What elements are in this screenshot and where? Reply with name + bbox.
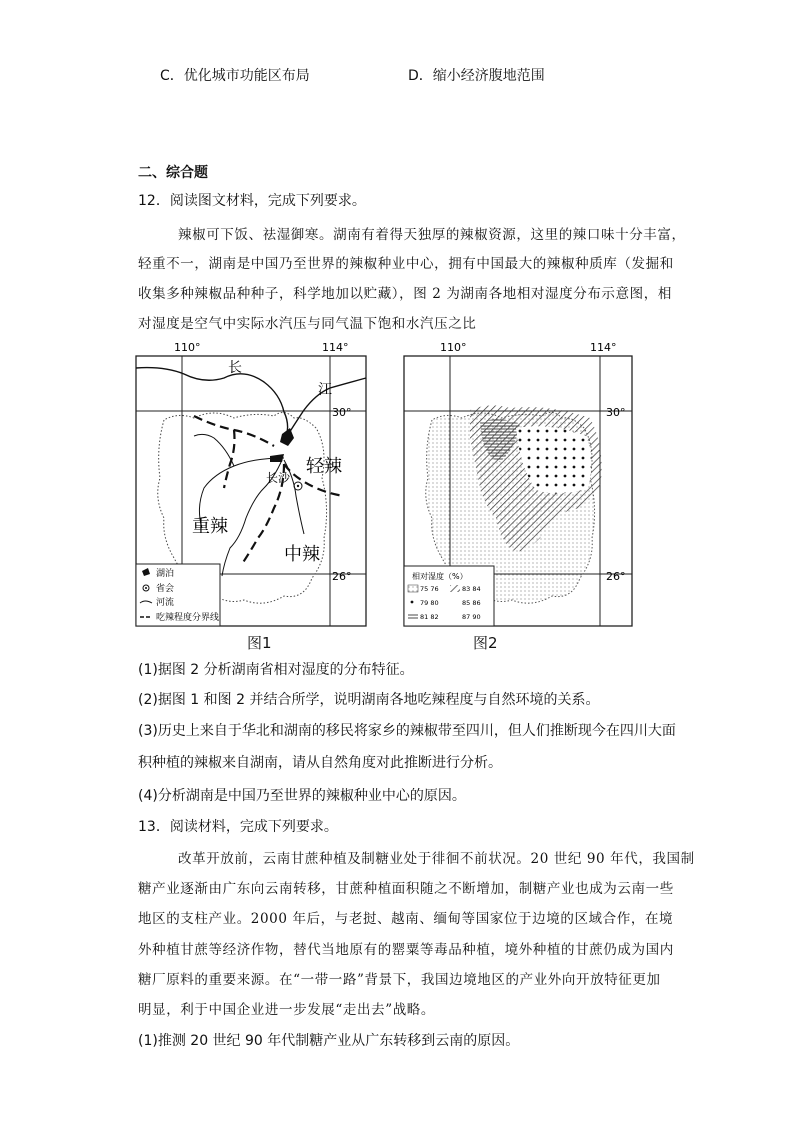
fig2-lat-bottom: 26° [606, 570, 626, 583]
fig1-legend-item: 河流 [156, 598, 175, 608]
fig1-legend-item: 吃辣程度分界线 [156, 613, 220, 623]
fig2-lat-top: 30° [606, 406, 626, 419]
q12-material-line: 辣椒可下饭、祛湿御寒。湖南有着得天独厚的辣椒资源，这里的辣口味十分丰富， [178, 227, 686, 243]
legend-swatch [408, 599, 418, 606]
fig2-legend-item: 85 86 [462, 599, 481, 607]
fig2-legend-item: 83 84 [462, 585, 481, 593]
fig1-lon-left: 110° [174, 341, 201, 354]
fig2-legend-item: 75 76 [420, 585, 439, 593]
q12-question: (4)分析湖南是中国乃至世界的辣椒种业中心的原因。 [138, 788, 466, 804]
fig1-lon-right: 114° [322, 341, 349, 354]
fig2-legend-item: 81 82 [420, 613, 439, 621]
legend-swatch [408, 585, 418, 592]
fig2-legend-item: 79 80 [420, 599, 439, 607]
fig1-lat-bottom: 26° [332, 570, 352, 583]
fig1-legend-item: 省会 [156, 584, 175, 594]
fig1-legend-item: 湖泊 [156, 569, 175, 579]
q12-material-line: 轻重不一，湖南是中国乃至世界的辣椒种业中心，拥有中国最大的辣椒种质库（发掘和 [138, 256, 674, 272]
legend-swatch [450, 613, 460, 620]
q13-material-line: 改革开放前，云南甘蔗种植及制糖业处于徘徊不前状况。20 世纪 90 年代，我国制 [178, 851, 695, 867]
q13-material-line: 外种植甘蔗等经济作物，替代当地原有的罂粟等毒品种植，境外种植的甘蔗仍成为国内 [138, 942, 674, 958]
fig1-label-changsha: 长沙 [266, 471, 291, 485]
q12-title: 12．阅读图文材料，完成下列要求。 [138, 193, 366, 209]
fig1-label-light: 轻辣 [306, 456, 342, 477]
q13-question: (1)推测 20 世纪 90 年代制糖产业从广东转移到云南的原因。 [138, 1033, 520, 1049]
q12-material-line: 收集多种辣椒品种种子，科学地加以贮藏），图 2 为湖南各地相对湿度分布示意图，相 [138, 286, 672, 302]
legend-swatch [450, 585, 460, 592]
fig2-lon-right: 114° [590, 341, 617, 354]
q12-material-line: 对湿度是空气中实际水汽压与同气温下饱和水汽压之比 [138, 316, 477, 332]
fig2-legend-item: 87 90 [462, 613, 481, 621]
q13-material-line: 明显，利于中国企业进一步发展“走出去”战略。 [138, 1002, 436, 1018]
q13-material-line: 糖厂原料的重要来源。在“一带一路”背景下，我国边境地区的产业外向开放特征更加 [138, 972, 661, 988]
q13-material-line: 糖产业逐渐由广东向云南转移，甘蔗种植面积随之不断增加，制糖产业也成为云南一些 [138, 881, 674, 897]
section-heading: 二、综合题 [138, 165, 208, 181]
figure1-map [134, 338, 374, 628]
q13-material-line: 地区的支柱产业。2000 年后，与老挝、越南、缅甸等国家位于边境的区域合作，在境 [138, 911, 674, 927]
fig2-legend-title: 相对湿度（%） [412, 572, 468, 581]
q12-question: (3)历史上来自于华北和湖南的移民将家乡的辣椒带至四川，但人们推断现今在四川大面 [138, 723, 676, 739]
legend-swatch [408, 613, 418, 620]
figure2-caption: 图2 [473, 634, 498, 652]
fig1-label-heavy: 重辣 [192, 516, 228, 537]
fig1-label-jiang: 江 [318, 382, 332, 398]
figure2-map [400, 338, 662, 628]
fig2-lon-left: 110° [440, 341, 467, 354]
fig1-lat-top: 30° [332, 406, 352, 419]
q12-question: (2)据图 1 和图 2 并结合所学，说明湖南各地吃辣程度与自然环境的关系。 [138, 692, 600, 708]
fig1-label-chang: 长 [228, 360, 242, 376]
q13-title: 13．阅读材料，完成下列要求。 [138, 819, 338, 835]
q12-question: 积种植的辣椒来自湖南，请从自然角度对此推断进行分析。 [138, 755, 502, 771]
option-c: C．优化城市功能区布局 [160, 68, 310, 84]
fig1-label-medium: 中辣 [284, 544, 320, 565]
figure1-caption: 图1 [247, 634, 272, 652]
option-d: D．缩小经济腹地范围 [408, 68, 545, 84]
legend-swatch [450, 599, 460, 606]
q12-question: (1)据图 2 分析湖南省相对湿度的分布特征。 [138, 662, 414, 678]
